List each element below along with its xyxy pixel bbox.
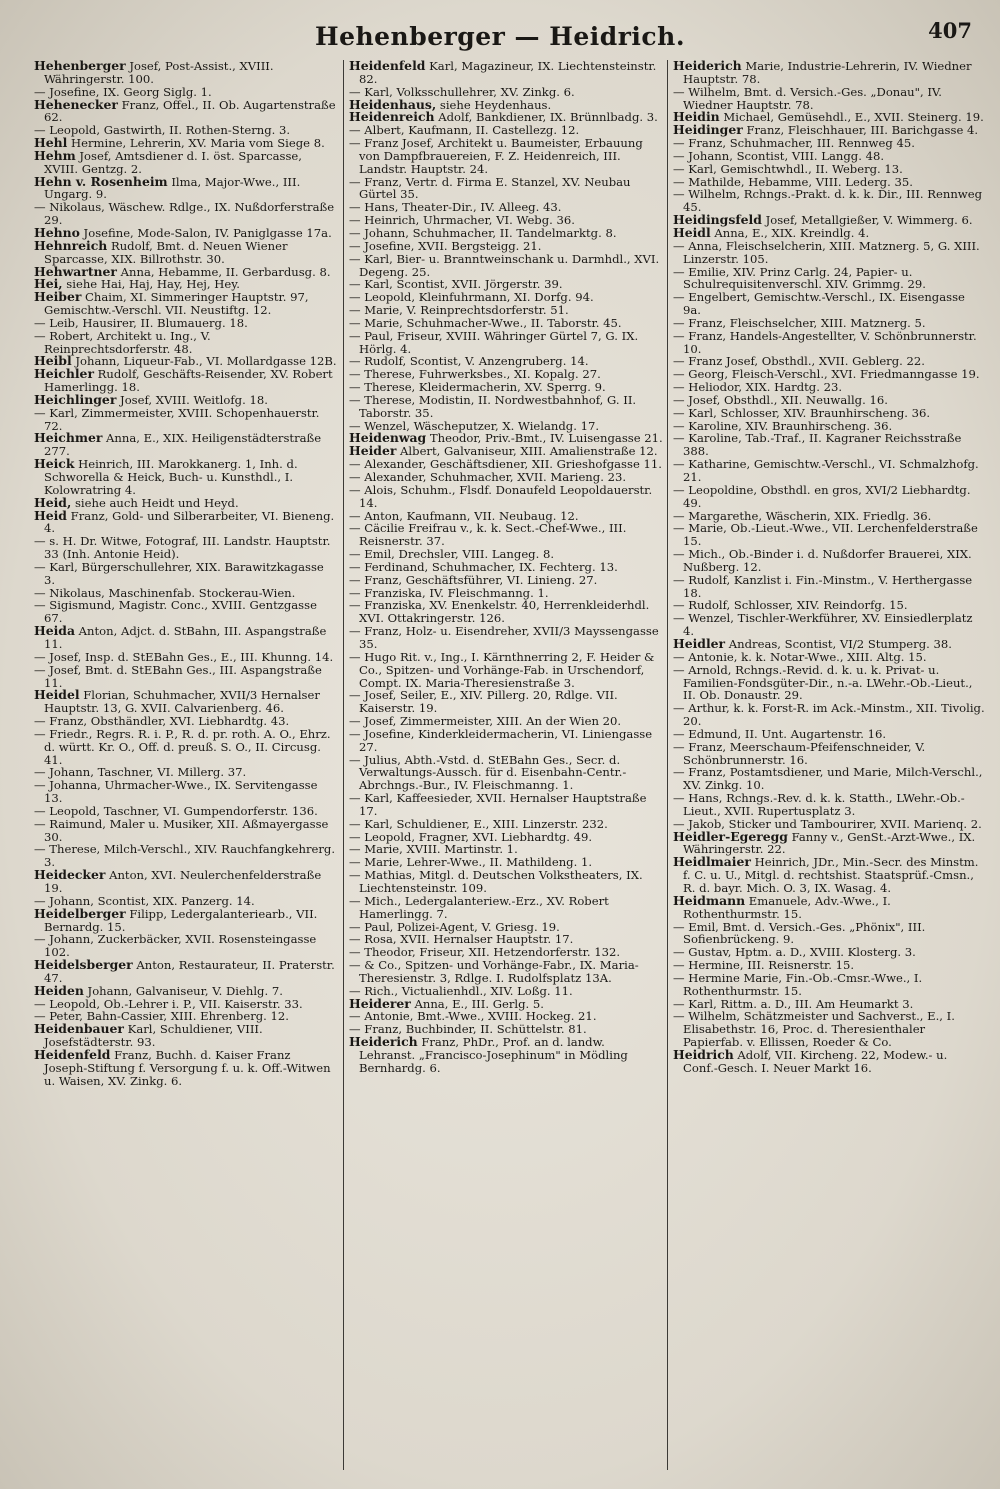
entry-surname: Heid [34,507,67,523]
entry-surname: Heidenhaus, [349,96,437,112]
entry-surname: Heichler [34,366,94,382]
entry-details: Johann, Liqueur-Fab., VI. Mollardgasse 12B. [71,354,337,369]
entry-surname: Hehl [34,135,68,151]
entry-details: Marie, Industrie-Lehrerin, IV. Wiedner Hauptstr. 78. [683,60,972,86]
entry-details: Josef, Post-Assist., XVIII. Währingerstr. 100. [44,60,274,86]
entry-details: — Leopold, Gastwirth, II. Rothen-Sterng. 3. [34,123,291,138]
entry-surname: Heidenfeld [34,1046,111,1062]
directory-entry [349,253,663,279]
entry-surname: Heidin [673,109,720,125]
entry-surname: Heidenreich [349,109,435,125]
entry-details: Anton, Restaurateur, II. Praterstr. 47. [44,958,335,985]
column-divider [343,60,344,1470]
directory-entry [673,432,985,458]
entry-details: — Marie, Lehrer-Wwe., II. Mathildeng. 1. [349,855,593,870]
directory-entry [34,291,337,317]
entry-details: — Wilhelm, Rchngs.-Prakt. d. k. k. Dir., III. Rennweg 45. [673,187,982,215]
entry-details: — Franziska, IV. Fleischmanng. 1. [349,585,549,600]
entry-details: — Theodor, Friseur, XII. Hetzendorferstr. 132. [349,945,621,960]
entry-surname: Hehnreich [34,237,108,253]
entry-surname: Heidenwag [349,430,427,446]
directory-entry [673,291,985,317]
directory-entry [673,972,985,998]
entry-details: — Alois, Schuhm., Flsdf. Donaufeld Leopoldauerstr. 14. [349,482,653,510]
directory-entry [349,895,663,921]
directory-entry [34,60,337,86]
entry-details: — Josefine, Kinderkleidermacherin, VI. Liniengasse 27. [349,726,653,754]
directory-entry [673,330,985,356]
entry-details: — Mich., Ob.-Binder i. d. Nußdorfer Brauerei, XIX. Nußberg. 12. [673,547,972,574]
directory-entry [673,741,985,767]
entry-surname: Hehwartner [34,263,117,279]
entry-details: — Paul, Polizei-Agent, V. Griesg. 19. [349,919,560,934]
directory-entry [673,574,985,600]
entry-details: Franz, Fleischhauer, III. Barichgasse 4. [742,123,979,138]
entry-details: siehe Hai, Haj, Hay, Hej, Hey. [62,277,240,292]
entry-details: — Franziska, XV. Enenkelstr. 40, Herrenkleiderhdl. XVI. Ottakringerstr. 126. [349,598,650,626]
entry-details: — Marie, Ob.-Lieut.-Wwe., VII. Lerchenfelderstraße 15. [673,521,978,549]
directory-entry [34,779,337,805]
entry-details: — Alexander, Schuhmacher, XVII. Marieng. 23. [349,470,627,484]
directory-entry [673,548,985,574]
directory-entry [34,843,337,869]
entry-details: — Rich., Victualienhdl., XIV. Loßg. 11. [349,983,573,998]
entry-details: — Franz, Fleischselcher, XIII. Matznerg. 5. [673,315,926,330]
directory-entry [34,407,337,433]
entry-details: — Albert, Kaufmann, II. Castellezg. 12. [349,123,580,138]
entry-surname: Hehenecker [34,96,118,112]
directory-entry [34,201,337,227]
entry-details: — Franz, Schuhmacher, III. Rennweg 45. [673,136,915,151]
directory-entry [349,689,663,715]
directory-entry [349,176,663,202]
entry-details: Josef, XVIII. Weitlofg. 18. [116,392,268,407]
entry-details: — Gustav, Hptm. a. D., XVIII. Klosterg. 3. [673,945,916,960]
directory-entry [349,137,663,176]
entry-details: — Sigismund, Magistr. Conc., XVIII. Gentzgasse 67. [34,598,317,626]
directory-entry [673,266,985,292]
entry-details: — Rudolf, Scontist, V. Anzengruberg. 14. [349,354,589,369]
entry-details: Rudolf, Geschäfts-Reisender, XV. Robert Hamerlingg. 18. [44,367,333,395]
entry-details: — Emil, Drechsler, VIII. Langeg. 8. [349,547,555,562]
entry-details: — Karl, Volksschullehrer, XV. Zinkg. 6. [349,84,575,99]
entry-surname: Heiderich [349,1034,418,1050]
entry-details: — Antonie, Bmt.-Wwe., XVIII. Hockeg. 21. [349,1009,597,1024]
directory-entry [349,599,663,625]
entry-details: — Antonie, k. k. Notar-Wwe., XIII. Altg. 15. [673,649,927,664]
directory-entry [34,432,337,458]
entry-details: Rudolf, Bmt. d. Neuen Wiener Sparcasse, XIX. Billrothstr. 30. [44,238,288,266]
entry-details: — Mathias, Mitgl. d. Deutschen Volkstheaters, IX. Liechtensteinstr. 109. [349,868,643,895]
entry-details: — Karl, Scontist, XVII. Jörgerstr. 39. [349,277,563,292]
entry-details: Filipp, Ledergalanteriearb., VII. Bernardg. 15. [44,906,318,934]
entry-surname: Heidel [34,687,80,703]
entry-details: — Josef, Zimmermeister, XIII. An der Wien 20. [349,714,622,729]
directory-entry [34,959,337,985]
entry-details: — Franz, Holz- u. Eisendreher, XVII/3 Mayssengasse 35. [349,624,659,651]
entry-surname: Hehno [34,224,80,240]
entry-details: Andreas, Scontist, VI/2 Stumperg. 38. [725,636,952,651]
entry-details: — Karl, Gemischtwhdl., II. Weberg. 13. [673,161,903,176]
entry-details: Michael, Gemüsehdl., E., XVII. Steinerg. 19. [719,110,984,125]
directory-entry [673,612,985,638]
entry-details: Anna, E., XIX. Heiligenstädterstraße 277. [44,431,322,459]
entry-details: — Leopoldine, Obsthdl. en gros, XVI/2 Liebhardtg. 49. [673,482,971,510]
entry-surname: Heidelsberger [34,957,133,973]
entry-details: Theodor, Priv.-Bmt., IV. Luisengasse 21. [426,431,663,446]
entry-details: — Mich., Ledergalanteriew.-Erz., XV. Robert Hamerlingg. 7. [349,893,609,921]
entry-details: — Friedr., Regrs. R. i. P., R. d. pr. roth. A. O., Ehrz. d. württ. Kr. O., Off. d. preuß. S. O., II. Circusg. 41. [34,726,331,767]
directory-entry [349,792,663,818]
entry-surname: Heid, [34,494,72,510]
entry-details: Anton, Adjct. d. StBahn, III. Aspangstraße 11. [44,624,327,651]
entry-details: — Marie, V. Reinprechtsdorferstr. 51. [349,303,569,318]
entry-details: — Josef, Seiler, E., XIV. Pillerg. 20, Rdlge. VII. Kaiserstr. 19. [349,688,618,716]
directory-entry [34,1023,337,1049]
entry-details: — Emil, Bmt. d. Versich.-Ges. „Phönix", III. Sofienbrückeng. 9. [673,919,926,947]
directory-entry [673,921,985,947]
directory-entry [673,828,985,857]
directory-entry [34,905,337,934]
entry-details: — Leopold, Ob.-Lehrer i. P., VII. Kaiserstr. 33. [34,996,303,1011]
directory-entry [34,330,337,356]
entry-details: — Franz, Buchbinder, II. Schüttelstr. 81. [349,1022,587,1037]
column-1 [34,60,337,1480]
column-2 [349,60,663,1480]
directory-entry [34,458,337,497]
entry-details: Anton, XVI. Neulerchenfelderstraße 19. [44,868,322,895]
entry-details: Franz, PhDr., Prof. an d. landw. Lehranst. „Francisco-Josephinum" in Mödling Bernhardg. 6. [359,1035,628,1075]
entry-details: Josef, Amtsdiener d. I. öst. Sparcasse, XVIII. Gentzg. 2. [44,148,302,176]
entry-details: — Raimund, Maler u. Musiker, XII. Aßmayergasse 30. [34,816,329,844]
entry-details: — Therese, Fuhrwerksbes., XI. Kopalg. 27. [349,367,601,382]
entry-surname: Heidlmaier [673,854,751,870]
entry-details: — s. H. Dr. Witwe, Fotograf, III. Landstr. Hauptstr. 33 (Inh. Antonie Heid). [34,534,331,562]
entry-details: — Julius, Abth.-Vstd. d. StEBahn Ges., Secr. d. Verwaltungs-Aussch. für d. Eisenbahn-Centr.-Abrchngs.-Bur., IV. Fleischmanng. 1. [349,752,627,793]
directory-entry [349,1036,663,1075]
entry-details: — Wilhelm, Bmt. d. Versich.-Ges. „Donau", IV. Wiedner Hauptstr. 78. [673,84,942,112]
entry-details: — Therese, Milch-Verschl., XIV. Rauchfangkehrerg. 3. [34,842,336,870]
directory-entry [349,728,663,754]
directory-entry [673,522,985,548]
entry-details: Josefine, Mode-Salon, IV. Paniglgasse 17a. [79,225,332,240]
entry-details: — Katharine, Gemischtw.-Verschl., VI. Schmalzhofg. 21. [673,457,979,484]
entry-surname: Heiderich [673,60,742,73]
entry-details: — Robert, Architekt u. Ing., V. Reinprechtsdorferstr. 48. [34,328,211,356]
entry-details: Adolf, Bankdiener, IX. Brünnlbadg. 3. [434,110,658,125]
entry-surname: Heidl [673,224,711,240]
entry-details: — Heinrich, Uhrmacher, VI. Webg. 36. [349,213,575,228]
directory-entry [34,818,337,844]
directory-entry [34,507,337,536]
directory-entry [673,856,985,895]
entry-details: — Georg, Fleisch-Verschl., XVI. Friedmanngasse 19. [673,367,980,382]
entry-details: — Anna, Fleischselcherin, XIII. Matznerg. 5, G. XIII. Linzerstr. 105. [673,238,980,266]
entry-surname: Heidingsfeld [673,212,762,228]
entry-details: — Therese, Kleidermacherin, XV. Sperrg. 9. [349,380,606,395]
entry-surname: Heibl [34,353,72,369]
entry-surname: Hehm [34,147,76,163]
entry-details: — Arnold, Rchngs.-Revid. d. k. u. k. Privat- u. Familien-Fondsgüter-Dir., n.-a. LWehr.-Ob.-Lieut., II. Ob. Donaustr. 29. [673,662,973,703]
column-3 [673,60,985,1480]
directory-entry [349,522,663,548]
entry-details: Anna, E., XIX. Kreindlg. 4. [710,225,870,240]
directory-entry [34,147,337,176]
entry-details: — Leopold, Taschner, VI. Gumpendorferstr. 136. [34,803,318,818]
entry-details: — Marie, XVIII. Martinstr. 1. [349,842,518,857]
directory-entry [34,368,337,394]
entry-details: — Franz Josef, Obsthdl., XVII. Geblerg. 22. [673,354,925,369]
directory-entry [34,535,337,561]
directory-entry [349,869,663,895]
entry-details: — Karl, Rittm. a. D., III. Am Heumarkt 3. [673,996,914,1011]
entry-details: — Johann, Scontist, XIX. Panzerg. 14. [34,893,255,908]
entry-details: — & Co., Spitzen- und Vorhänge-Fabr., IX. Maria-Theresienstr. 3, Rdlge. I. Rudolfsplatz 13A. [349,958,639,985]
directory-entry [34,869,337,895]
entry-details: Heinrich, JDr., Min.-Secr. des Minstm. f. C. u. U., Mitgl. d. rechtshist. Staatsprüf.-Cmsn., R. d. bayr. Mich. O. 3, IX. Wasag. 4. [683,855,979,895]
entry-details: — Nikolaus, Wäschew. Rdlge., IX. Nußdorferstraße 29. [34,200,335,228]
directory-entry [673,60,985,86]
entry-details: — Franz, Vertr. d. Firma E. Stanzel, XV. Neubau Gürtel 35. [349,174,631,202]
directory-entry [34,173,337,202]
entry-details: — Rudolf, Schlosser, XIV. Reindorfg. 15. [673,598,908,613]
entry-details: — Franz, Postamtsdiener, und Marie, Milch-Verschl., XV. Zinkg. 10. [673,765,983,793]
directory-entry [34,933,337,959]
entry-surname: Heick [34,456,75,472]
entry-surname: Heider [349,443,397,459]
entry-details: — Karoline, Tab.-Traf., II. Kagraner Reichsstraße 388. [673,431,962,459]
entry-surname: Heiderer [349,995,411,1011]
entry-surname: Heidler-Egeregg [673,828,788,844]
directory-entry [34,1046,337,1088]
entry-details: — Johann, Scontist, VIII. Langg. 48. [673,148,885,163]
entry-details: — Hugo Rit. v., Ing., I. Kärnthnerring 2, F. Heider & Co., Spitzen- und Vorhänge-Fab. in Urschendorf, Compt. IX. Maria-Theresienstraße 3. [349,649,655,690]
entry-details: — Karl, Bier- u. Branntweinschank u. Darmhdl., XVI. Degeng. 25. [349,251,660,279]
entry-surname: Heida [34,623,75,639]
entry-details: — Heliodor, XIX. Hardtg. 23. [673,380,843,395]
entry-surname: Heichmer [34,430,103,446]
entry-details: — Franz, Obsthändler, XVI. Liebhardtg. 43. [34,714,290,729]
directory-entry [34,96,337,125]
entry-details: — Karl, Zimmermeister, XVIII. Schopenhauerstr. 72. [34,405,320,433]
entry-details: — Johanna, Uhrmacher-Wwe., IX. Servitengasse 13. [34,778,318,806]
entry-details: — Marie, Schuhmacher-Wwe., II. Taborstr. 45. [349,315,622,330]
entry-details: Florian, Schuhmacher, XVII/3 Hernalser Hauptstr. 13, G. XVII. Calvarienberg. 46. [44,688,320,716]
entry-details: siehe Heydenhaus. [436,97,552,112]
entry-details: Karl, Magazineur, IX. Liechtensteinstr. 82. [359,60,657,86]
entry-surname: Hei, [34,276,63,292]
entry-details: — Margarethe, Wäscherin, XIX. Friedlg. 36. [673,508,932,523]
entry-details: — Hermine Marie, Fin.-Ob.-Cmsr.-Wwe., I. Rothenthurmstr. 15. [673,970,923,998]
directory-entry [673,1046,985,1075]
entry-details: — Johann, Zuckerbäcker, XVII. Rosensteingasse 102. [34,932,317,960]
entry-details: — Mathilde, Hebamme, VIII. Lederg. 35. [673,174,913,189]
directory-entry [673,664,985,703]
directory-entry [34,664,337,690]
entry-details: — Ferdinand, Schuhmacher, IX. Fechterg. 13. [349,559,618,574]
entry-details: — Wenzel, Wäscheputzer, X. Wielandg. 17. [349,418,600,433]
entry-details: — Leopold, Kleinfuhrmann, XI. Dorfg. 94. [349,290,594,305]
entry-details: Johann, Galvaniseur, V. Diehlg. 7. [83,983,283,998]
entry-details: — Franz, Handels-Angestellter, V. Schönbrunnerstr. 10. [673,328,977,356]
directory-entry [673,792,985,818]
entry-details: Josef, Metallgießer, V. Wimmerg. 6. [761,213,973,228]
entry-details: — Johann, Schuhmacher, II. Tandelmarktg. 8. [349,225,617,240]
entry-surname: Heiber [34,289,82,305]
entry-details: — Franz, Meerschaum-Pfeifenschneider, V. Schönbrunnerstr. 16. [673,739,926,767]
entry-details: — Franz Josef, Architekt u. Baumeister, Erbauung von Dampfbrauereien, F. Z. Heidenreich, III. Landstr. Hauptstr. 24. [349,136,643,176]
entry-surname: Heidenfeld [349,60,426,73]
directory-entry [673,188,985,214]
directory-entry [349,394,663,420]
entry-details: Ilma, Major-Wwe., III. Ungarg. 9. [44,174,301,202]
entry-surname: Heidenbauer [34,1021,124,1037]
entry-details: — Karoline, XIV. Braunhirscheng. 36. [673,418,893,433]
entry-surname: Hehenberger [34,60,126,73]
entry-details: — Josefine, XVII. Bergsteigg. 21. [349,238,542,253]
entry-details: Franz, Buchh. d. Kaiser Franz Joseph-Stiftung f. Versorgung f. u. k. Off.-Witwen u. Waisen, XV. Zinkg. 6. [44,1047,331,1088]
directory-entry [673,702,985,728]
entry-details: — Karl, Kaffeesieder, XVII. Hernalser Hauptstraße 17. [349,791,647,818]
entry-details: — Hermine, III. Reisnerstr. 15. [673,958,855,973]
entry-details: — Wenzel, Tischler-Werkführer, XV. Einsiedlerplatz 4. [673,611,973,639]
entry-details: — Hans, Theater-Dir., IV. Alleeg. 43. [349,200,562,215]
entry-details: — Josefine, IX. Georg Siglg. 1. [34,84,212,99]
directory-entry [673,766,985,792]
entry-details: — Leopold, Fragner, XVI. Liebhardtg. 49. [349,829,593,844]
entry-details: — Josef, Obsthdl., XII. Neuwallg. 16. [673,392,888,407]
directory-entry [34,625,337,651]
entry-details: — Josef, Insp. d. StEBahn Ges., E., III. Khunng. 14. [34,649,334,664]
directory-entry [673,892,985,921]
entry-details: Adolf, VII. Kircheng. 22, Modew.- u. Conf.-Gesch. I. Neuer Markt 16. [683,1047,948,1075]
directory-entry [34,561,337,587]
directory-entry [349,625,663,651]
directory-entry [34,599,337,625]
directory-entry [673,240,985,266]
entry-surname: Heichlinger [34,391,117,407]
entry-surname: Heidecker [34,867,106,883]
page-header [0,18,1000,58]
entry-details: Anna, Hebamme, II. Gerbardusg. 8. [116,264,331,279]
entry-surname: Heidinger [673,122,743,138]
directory-entry [34,728,337,767]
page-number: 407 [928,18,972,43]
entry-details: Emanuele, Adv.-Wwe., I. Rothenthurmstr. 15. [683,893,891,921]
entry-details: — Jakob, Sticker und Tambourirer, XVII. Marienq. 2. [673,816,982,831]
entry-details: — Josef, Bmt. d. StEBahn Ges., III. Aspangstraße 11. [34,662,322,690]
entry-details: — Engelbert, Gemischtw.-Verschl., IX. Eisengasse 9a. [673,290,965,318]
entry-details: Karl, Schuldiener, VIII. Josefstädterstr. 93. [44,1022,263,1050]
entry-details: Chaim, XI. Simmeringer Hauptstr. 97, Gemischtw.-Verschl. VII. Neustiftg. 12. [44,290,309,318]
entry-details: — Cäcilie Freifrau v., k. k. Sect.-Chef-Wwe., III. Reisnerstr. 37. [349,521,627,549]
entry-details: — Emilie, XIV. Prinz Carlg. 24, Papier- u. Schulrequisitenverschl. XIV. Grimmg. 29. [673,264,926,292]
entry-details: — Alexander, Geschäftsdiener, XII. Grieshofgasse 11. [349,457,662,472]
entry-details: — Rudolf, Kanzlist i. Fin.-Minstm., V. Herthergasse 18. [673,572,973,600]
entry-surname: Heidelberger [34,905,126,921]
entry-details: Franz, Gold- und Silberarbeiter, VI. Bieneng. 4. [44,508,335,536]
directory-entry [34,689,337,715]
entry-surname: Heiden [34,982,84,998]
entry-details: — Johann, Taschner, VI. Millerg. 37. [34,765,247,780]
entry-details: Hermine, Lehrerin, XV. Maria vom Siege 8. [67,136,325,151]
directory-entry [349,959,663,985]
entry-details: — Karl, Schlosser, XIV. Braunhirscheng. 36. [673,405,931,420]
entry-details: — Franz, Geschäftsführer, VI. Linieng. 27. [349,572,598,587]
entry-details: — Hans, Rchngs.-Rev. d. k. k. Statth., LWehr.-Ob.-Lieut., XVII. Rupertusplatz 3. [673,791,965,818]
directory-entry [349,60,663,86]
column-divider [667,60,668,1470]
entry-details: Heinrich, III. Marokkanerg. 1, Inh. d. Schworella & Heick, Buch- u. Kunsthdl., I. Kolowratring 4. [44,457,298,497]
entry-details: — Paul, Friseur, XVIII. Währinger Gürtel 7, G. IX. Hörlg. 4. [349,328,639,356]
directory-entry [349,484,663,510]
entry-details: — Leib, Hausirer, II. Blumauerg. 18. [34,315,248,330]
entry-details: Fanny v., GenSt.-Arzt-Wwe., IX. Währingerstr. 22. [683,829,976,857]
directory-entry [673,86,985,112]
entry-details: Anna, E., III. Gerlg. 5. [410,996,544,1011]
entry-details: — Karl, Bürgerschullehrer, XIX. Barawitzkagasse 3. [34,559,324,587]
entry-details: — Edmund, II. Unt. Augartenstr. 16. [673,726,887,741]
entry-surname: Heidler [673,635,726,651]
entry-details: — Rosa, XVII. Hernalser Hauptstr. 17. [349,932,574,947]
entry-details: — Wilhelm, Schätzmeister und Sachverst., E., I. Elisabethstr. 16, Proc. d. Theresienthaler Papierfab. v. Ellissen, Roeder & Co. [673,1009,955,1050]
directory-entry [349,651,663,690]
entry-surname: Hehn v. Rosenheim [34,173,168,189]
directory-entry [673,458,985,484]
directory-entry [673,1010,985,1049]
directory-entry [673,484,985,510]
entry-details: — Peter, Bahn-Cassier, XIII. Ehrenberg. 12. [34,1009,289,1024]
entry-details: — Arthur, k. k. Forst-R. im Ack.-Minstm., XII. Tivolig. 20. [673,701,985,729]
entry-details: — Karl, Schuldiener, E., XIII. Linzerstr. 232. [349,816,608,831]
entry-surname: Heidmann [673,892,746,908]
directory-entry [349,754,663,793]
entry-details: Albert, Galvaniseur, XIII. Amalienstraße 12. [396,444,658,459]
entry-details: — Nikolaus, Maschinenfab. Stockerau-Wien. [34,585,296,600]
entry-details: siehe auch Heidt und Heyd. [71,495,239,510]
page-title: Hehenberger — Heidrich. [314,22,686,51]
entry-details: — Anton, Kaufmann, VII. Neubaug. 12. [349,508,579,523]
directory-entry [34,237,337,266]
entry-details: — Therese, Modistin, II. Nordwestbahnhof, G. II. Taborstr. 35. [349,392,637,420]
directory-entry [349,330,663,356]
entry-surname: Heidrich [673,1046,734,1062]
entry-details: Franz, Offel., II. Ob. Augartenstraße 62. [44,97,336,125]
